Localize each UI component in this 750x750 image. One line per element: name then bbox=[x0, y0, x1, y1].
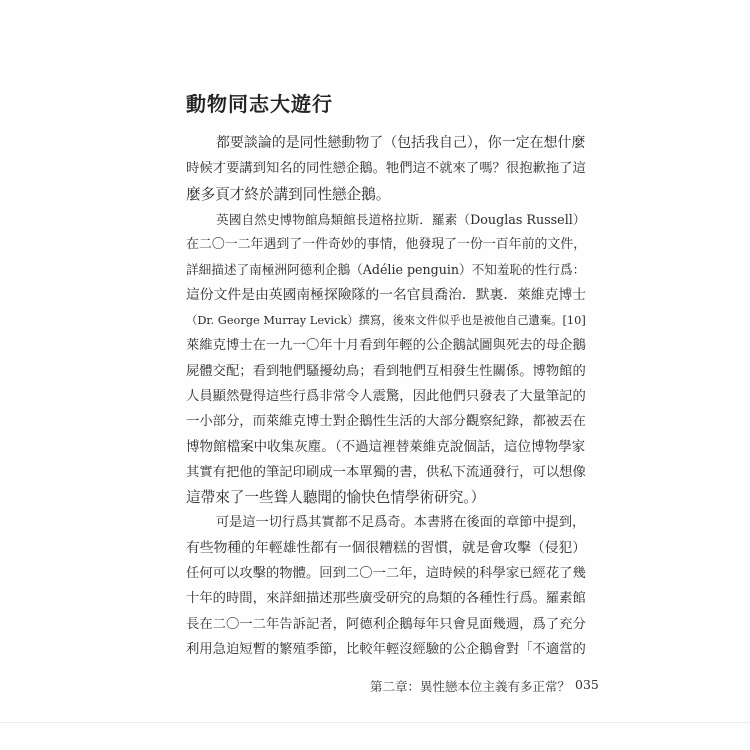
text-line-content: 博物館檔案中收集灰塵。（不過這裡替萊維克說個話，這位博物學家 bbox=[186, 438, 586, 455]
text-line-content: 人員顯然覺得這些行爲非常令人震驚，因此他們只發表了大量筆記的 bbox=[186, 388, 586, 404]
text-line bbox=[186, 257, 586, 282]
text-line-content: 在二〇一二年遇到了一件奇妙的事情，他發現了一份一百年前的文件， bbox=[186, 237, 586, 253]
text-line-content: 任何可以攻擊的物體。回到二〇一二年，這時候的科學家已經花了幾 bbox=[186, 566, 586, 582]
text-line-content: （Dr. George Murray Levick）撰寫，後來文件似乎也是被他自己遺棄。[10] bbox=[186, 313, 586, 328]
text-line bbox=[186, 232, 586, 257]
text-line bbox=[186, 333, 586, 358]
text-line-content: 這份文件是由英國南極探險隊的一名官員喬治．默裏．萊維克博士 bbox=[186, 286, 586, 303]
text-line bbox=[186, 612, 586, 637]
text-line bbox=[186, 207, 586, 232]
text-line bbox=[186, 435, 586, 460]
text-line bbox=[186, 131, 586, 156]
text-line-content: 利用急迫短暫的繁殖季節，比較年輕沒經驗的公企鵝會對「不適當的 bbox=[186, 641, 586, 657]
text-line-content: 英國自然史博物館鳥類館長道格拉斯．羅素（Douglas Russell） bbox=[216, 211, 586, 227]
page-number: 035 bbox=[575, 677, 599, 692]
text-line bbox=[186, 283, 586, 308]
body-text bbox=[186, 131, 586, 662]
text-line-content: 十年的時間，來詳細描述那些廣受研究的鳥類的各種性行爲。羅素館 bbox=[186, 591, 586, 607]
text-line-content: 詳細描述了南極洲阿德利企鵝（Adélie penguin）不知羞恥的性行爲： bbox=[186, 262, 586, 278]
text-line bbox=[186, 359, 586, 384]
text-line bbox=[186, 308, 586, 333]
text-line bbox=[186, 510, 586, 535]
text-line bbox=[186, 637, 586, 662]
text-line-content: 一小部分，而萊維克博士對企鵝性生活的大部分觀察紀錄，都被丟在 bbox=[186, 414, 586, 430]
text-line bbox=[186, 561, 586, 586]
text-line bbox=[186, 460, 586, 485]
page-edge bbox=[0, 722, 750, 723]
text-line-content: 屍體交配；看到牠們騷擾幼鳥；看到牠們互相發生性關係。博物館的 bbox=[186, 363, 586, 379]
text-line bbox=[186, 384, 586, 409]
text-line-content: 其實有把他的筆記印刷成一本單獨的書，供私下流通發行，可以想像 bbox=[186, 464, 586, 480]
text-line-content: 長在二〇一二年告訴記者，阿德利企鵝每年只會見面幾週，爲了充分 bbox=[186, 616, 586, 632]
text-line-content: 這帶來了一些聳人聽聞的愉快色情學術研究。） bbox=[186, 489, 486, 507]
text-line bbox=[186, 409, 586, 434]
text-line-content: 麼多頁才終於講到同性戀企鵝。 bbox=[186, 185, 391, 203]
text-line-content: 時候才要講到知名的同性戀企鵝。牠們這不就來了嗎？很抱歉拖了這 bbox=[186, 161, 586, 177]
text-line bbox=[186, 156, 586, 181]
text-line bbox=[186, 536, 586, 561]
text-line-content: 萊維克博士在一九一〇年十月看到年輕的公企鵝試圖與死去的母企鵝 bbox=[186, 338, 586, 354]
text-line-content: 可是這一切行爲其實都不足爲奇。本書將在後面的章節中提到， bbox=[216, 515, 586, 531]
text-line-content: 都要談論的是同性戀動物了（包括我自己），你一定在想什麼 bbox=[216, 135, 586, 151]
text-line bbox=[186, 182, 586, 207]
section-heading: 動物同志大遊行 bbox=[186, 92, 333, 116]
running-footer: 第二章：異性戀本位主義有多正常？ bbox=[370, 679, 571, 694]
text-line bbox=[186, 485, 586, 510]
text-line bbox=[186, 586, 586, 611]
text-line-content: 有些物種的年輕雄性都有一個很糟糕的習慣，就是會攻擊（侵犯） bbox=[186, 539, 586, 556]
